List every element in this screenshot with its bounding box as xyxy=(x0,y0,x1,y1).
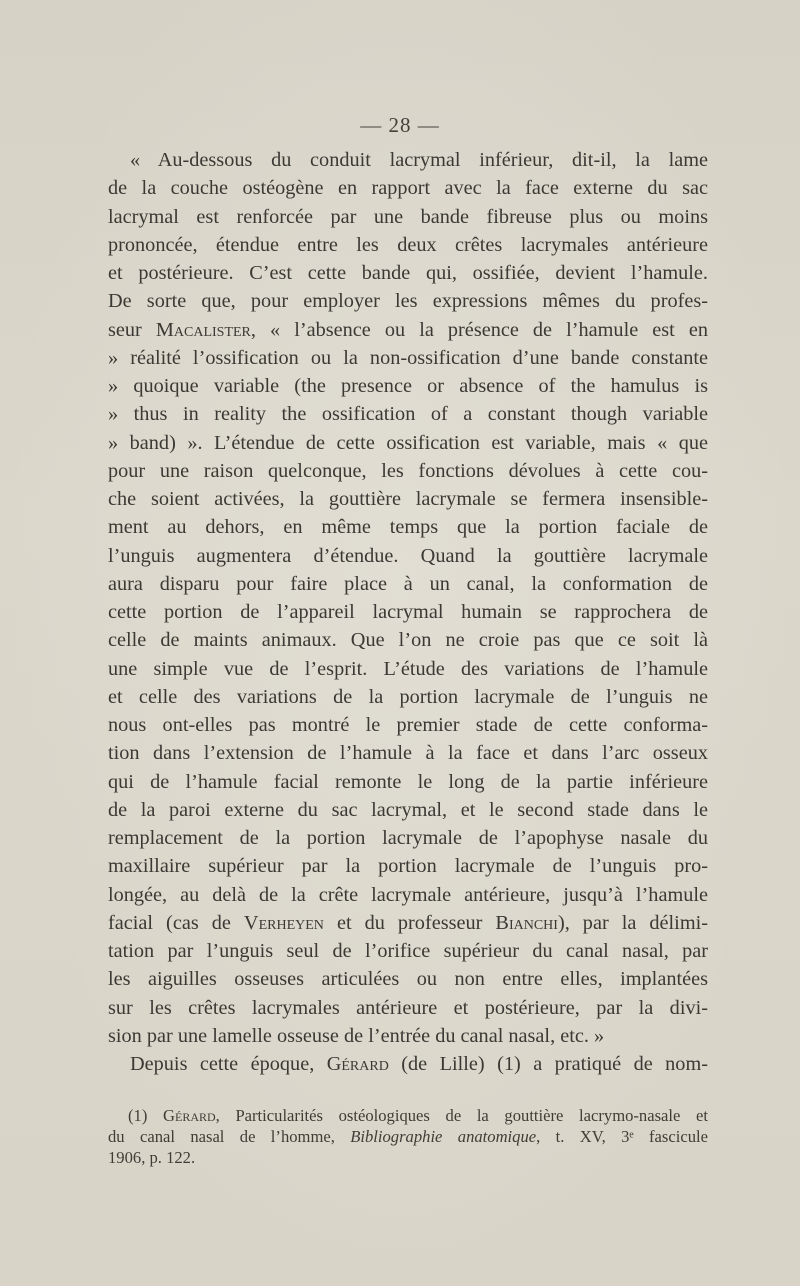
text-line xyxy=(108,909,708,937)
text-line: et postérieure. C’est cette bande qui, ossifiée, devient l’hamule. xyxy=(108,262,708,284)
text-line: sur les crêtes lacrymales antérieure et postérieure, par la divi- xyxy=(108,996,708,1019)
text-line: » réalité l’ossification ou la non-ossification d’une bande constante xyxy=(108,346,708,369)
text-run: facial (cas de xyxy=(108,911,244,934)
footnote xyxy=(108,1105,708,1168)
footnote-line: 1906, p. 122. xyxy=(108,1148,196,1167)
text-line: aura disparu pour faire place à un canal, la conformation de xyxy=(108,572,708,595)
text-run: , Particularités ostéologiques de la gouttière lacrymo-nasale et xyxy=(215,1106,709,1125)
text-line: » thus in reality the ossification of a constant though variable xyxy=(108,403,708,426)
footnote-line xyxy=(108,1105,708,1126)
text-line: et celle des variations de la portion lacrymale de l’unguis ne xyxy=(108,685,708,708)
text-line: » quoique variable (the presence or absence of the hamulus is xyxy=(108,375,708,397)
text-run: (de Lille) (1) a pratiqué de nom- xyxy=(388,1053,708,1075)
text-run: ), par la délimi- xyxy=(557,911,708,934)
text-line: l’unguis augmentera d’étendue. Quand la gouttière lacrymale xyxy=(108,544,708,567)
author-name: Gérard xyxy=(163,1106,216,1125)
text-line xyxy=(108,316,708,344)
text-run: seur xyxy=(108,318,156,341)
text-line: de la couche ostéogène en rapport avec la face externe du sac xyxy=(108,177,708,200)
text-line: che soient activées, la gouttière lacrymale se fermera insensible- xyxy=(108,488,708,510)
text-line: longée, au delà de la crête lacrymale antérieure, jusqu’à l’hamule xyxy=(108,883,708,906)
text-line: lacrymal est renforcée par une bande fibreuse plus ou moins xyxy=(108,205,708,228)
text-line: les aiguilles osseuses articulées ou non entre elles, implantées xyxy=(108,968,708,991)
body-text xyxy=(108,146,708,1078)
text-line: prononcée, étendue entre les deux crêtes lacrymales antérieure xyxy=(108,233,708,256)
text-line: qui de l’hamule facial remonte le long de la partie inférieure xyxy=(108,770,708,793)
text-line: cette portion de l’appareil lacrymal humain se rapprochera de xyxy=(108,601,708,623)
text-run: , « l’absence ou la présence de l’hamule est en xyxy=(250,318,708,341)
text-line: une simple vue de l’esprit. L’étude des variations de l’hamule xyxy=(108,657,708,680)
text-run: Depuis cette époque, xyxy=(130,1053,327,1075)
text-line: nous ont-elles pas montré le premier stade de cette conforma- xyxy=(108,714,708,736)
text-line: celle de maints animaux. Que l’on ne croie pas que ce soit là xyxy=(108,629,708,652)
footnote-line xyxy=(108,1126,708,1147)
author-name: Macalister xyxy=(155,318,251,341)
journal-title: Bibliographie anatomique xyxy=(350,1127,537,1146)
text-line: » band) ». L’étendue de cette ossification est variable, mais « que xyxy=(108,431,708,454)
text-line: ment au dehors, en même temps que la portion faciale de xyxy=(108,516,708,539)
text-line: de la paroi externe du sac lacrymal, et le second stade dans le xyxy=(108,798,708,821)
text-run: et du professeur xyxy=(323,911,496,934)
text-line: remplacement de la portion lacrymale de l’apophyse nasale du xyxy=(108,827,708,849)
text-line: tion dans l’extension de l’hamule à la face et dans l’arc osseux xyxy=(108,742,708,765)
page-number: — 28 — xyxy=(360,113,440,137)
author-name: Bianchi xyxy=(495,911,558,934)
text-line xyxy=(108,1050,708,1078)
author-name: Gérard xyxy=(326,1053,389,1075)
text-run: , t. XV, 3ᵉ fascicule xyxy=(536,1127,708,1146)
text-line: « Au-dessous du conduit lacrymal inférieur, dit-il, la lame xyxy=(130,149,708,171)
author-name: Verheyen xyxy=(243,911,324,934)
text-run: du canal nasal de l’homme, xyxy=(108,1127,351,1146)
text-line: sion par une lamelle osseuse de l’entrée du canal nasal, etc. » xyxy=(108,1024,605,1047)
text-run: (1) xyxy=(128,1106,163,1125)
text-line: De sorte que, pour employer les expressions mêmes du profes- xyxy=(108,290,708,313)
text-line: pour une raison quelconque, les fonctions dévolues à cette cou- xyxy=(108,459,708,482)
text-line: tation par l’unguis seul de l’orifice supérieur du canal nasal, par xyxy=(108,940,708,962)
text-line: maxillaire supérieur par la portion lacrymale de l’unguis pro- xyxy=(108,855,708,878)
